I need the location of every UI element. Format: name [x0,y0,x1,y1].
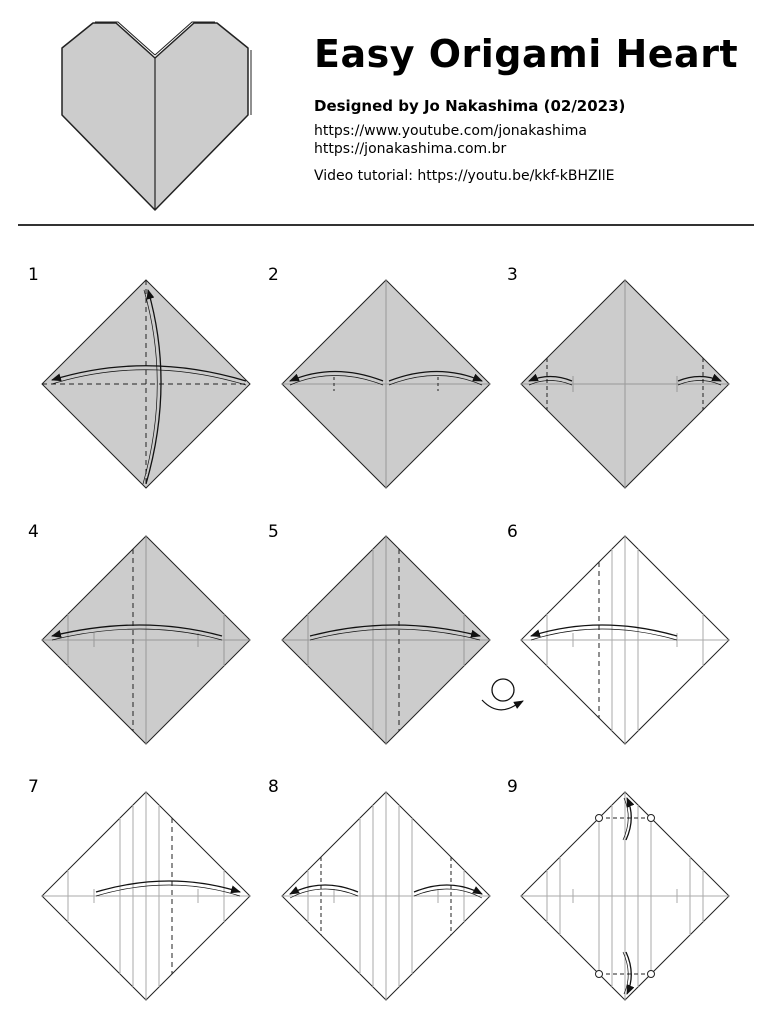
step-number: 7 [28,777,39,797]
step-5-diagram [282,536,490,744]
step-number: 9 [507,777,518,797]
step-3-diagram [521,280,729,488]
step-1-diagram [42,280,250,488]
website-link[interactable]: https://jonakashima.com.br [314,141,507,157]
step-8-diagram [282,792,490,1000]
step-4-diagram [42,536,250,744]
step-9-diagram [521,792,729,1000]
step-number: 1 [28,265,39,285]
step-number: 4 [28,522,39,542]
page-title: Easy Origami Heart [314,32,739,76]
designer-credit: Designed by Jo Nakashima (02/2023) [314,97,626,115]
step-7-diagram [42,792,250,1000]
step-number: 2 [268,265,279,285]
step-number: 3 [507,265,518,285]
step-number: 8 [268,777,279,797]
step-number: 5 [268,522,279,542]
step-2-diagram [282,280,490,488]
youtube-link[interactable]: https://www.youtube.com/jonakashima [314,123,587,139]
step-number: 6 [507,522,518,542]
step-6-diagram [521,536,729,744]
turn-over-icon [482,679,523,710]
video-tutorial-link[interactable]: Video tutorial: https://youtu.be/kkf-kBHZIlE [314,168,615,184]
